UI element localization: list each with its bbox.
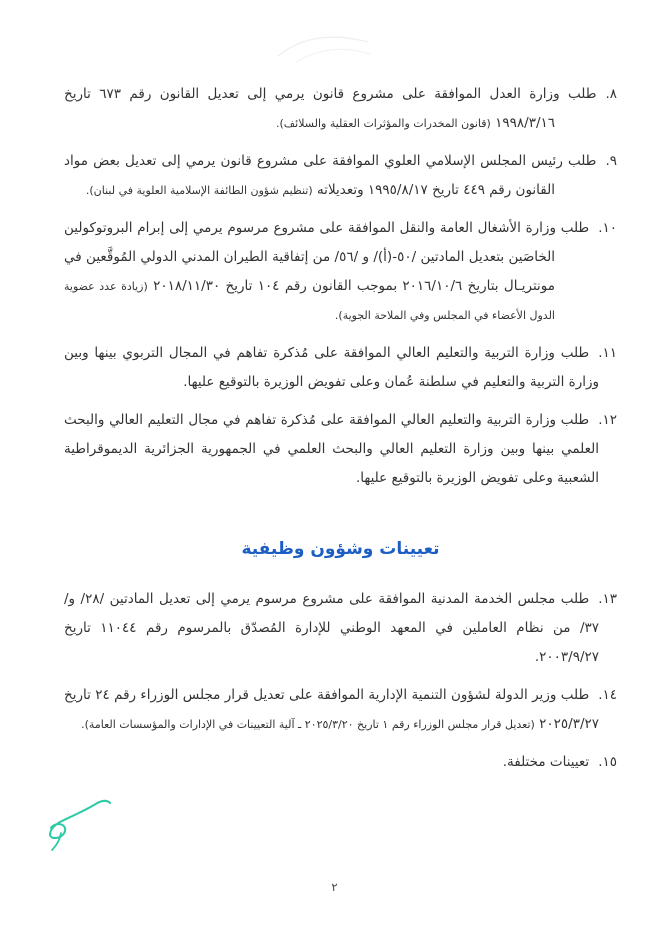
item-number: ١١. [598,345,617,361]
faint-scan-smudge [272,24,382,72]
agenda-item [64,147,617,205]
item-text: طلب وزارة العدل الموافقة على مشروع قانون يرمي إلى تعديل القانون رقم ٦٧٣ تاريخ ١٩٩٨/٣/١٦ [64,86,597,131]
item-text-parenthetical: (تعديل قرار مجلس الوزراء رقم ١ تاريخ ٢٠٢٥/٣/٢٠ ـ آلية التعيينات في الإدارات والمؤسسات العامة). [81,718,535,731]
item-number: ١٥. [598,754,617,770]
agenda-items-appointments [64,585,617,777]
item-number: ١٣. [598,591,617,607]
item-text: طلب وزارة التربية والتعليم العالي الموافقة على مُذكرة تفاهم في المجال التربوي بينها وبين وزارة التربية والتعليم في سلطنة عُمان وعلى تفويض الوزيرة بالتوقيع عليها. [64,345,599,390]
item-number: ١٤. [598,687,618,703]
item-text-parenthetical: (قانون المخدرات والمؤثرات العقلية والسلائف). [275,117,491,130]
section-heading: تعيينات وشؤون وظيفية [241,539,440,559]
agenda-item [64,748,617,777]
item-text: طلب مجلس الخدمة المدنية الموافقة على مشروع مرسوم يرمي إلى تعديل المادتين /٢٨/ و/٣٧/ من نظام العاملين في المعهد الوطني للإدارة المُصدّق بالمرسوم رقم ١١٠٤٤ تاريخ ٢٠٠٣/٩/٢٧. [64,591,600,665]
item-text: طلب وزير الدولة لشؤون التنمية الإدارية الموافقة على تعديل قرار مجلس الوزراء رقم ٢٤ تاريخ ٢٠٢٥/٣/٢٧ [64,687,599,732]
item-text: طلب وزارة الأشغال العامة والنقل الموافقة على مشروع مرسوم يرمي إلى إبرام البروتوكولين الخاصَين بتعديل المادتين /٥٠-(أ)/ و /٥٦/ من إتفاقية الطيران المدني الدولي المُوقَّعين في مونتريـال بتاريخ ٢٠١٦/١٠/٦ بموجب القانون رقم ١٠٤ تاريخ ٢٠١٨/١١/٣٠ [64,220,590,294]
item-number: ١٢. [598,412,617,428]
item-number: ١٠. [598,220,617,236]
handwritten-checkmark [42,796,120,854]
agenda-items-top [64,80,617,493]
item-text-parenthetical: (زيادة عدد عضوية الدول الأعضاء في المجلس وفي الملاحة الجوية). [64,280,555,322]
agenda-item [64,80,617,138]
agenda-item [64,406,617,493]
item-text: تعيينات مختلفة. [502,754,590,770]
agenda-item [64,339,617,397]
agenda-item [64,214,617,330]
item-number: ٩. [605,153,617,169]
page-number: ٢ [331,880,338,894]
item-text-parenthetical: (تنظيم شؤون الطائفة الإسلامية العلوية في لبنان). [85,184,313,197]
agenda-item [64,585,617,672]
item-number: ٨. [605,86,618,102]
agenda-item [64,681,617,739]
document-body [64,80,617,786]
item-text: طلب وزارة التربية والتعليم العالي الموافقة على مُذكرة تفاهم في مجال التعليم العالي والبحث العلمي بينها وبين وزارة التعليم العالي والبحث العلمي في الجمهورية الجزائرية الديموقراطية الشعبية وعلى تفويض الوزيرة بالتوقيع عليها. [64,412,599,486]
item-text: طلب رئيس المجلس الإسلامي العلوي الموافقة على مشروع قانون يرمي إلى تعديل بعض مواد القانون رقم ٤٤٩ تاريخ ١٩٩٥/٨/١٧ وتعديلاته [64,153,597,198]
